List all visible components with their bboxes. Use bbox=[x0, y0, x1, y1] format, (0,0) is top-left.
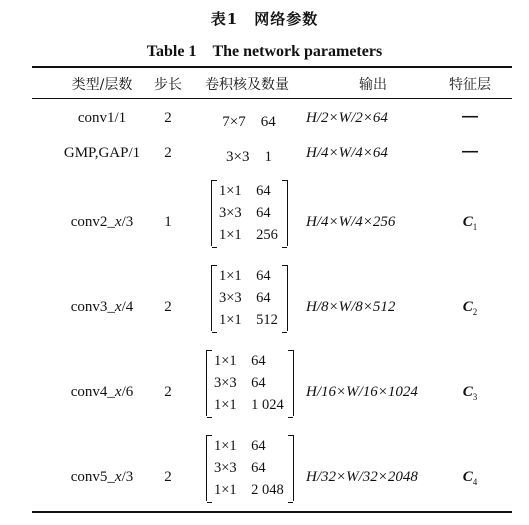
row4-kernel-line3: 1×1 512 bbox=[219, 312, 278, 328]
row5-kernel-line3: 1×1 1 024 bbox=[214, 397, 284, 413]
row3-step: 1 bbox=[164, 214, 172, 230]
row4-kernel-matrix bbox=[211, 265, 288, 331]
row5-kernel-matrix bbox=[206, 350, 294, 416]
row3-type-suffix: /3 bbox=[121, 214, 134, 230]
row5-feature-sub: 3 bbox=[472, 392, 478, 402]
row6-kernel-matrix bbox=[206, 435, 294, 501]
row4-type-suffix: /4 bbox=[121, 299, 134, 315]
row3-kernel-line2: 3×3 64 bbox=[219, 205, 271, 221]
row6-output: H/32×W/32×2048 bbox=[306, 469, 418, 485]
row2-type: GMP,GAP/1 bbox=[63, 145, 141, 161]
row4-feature-letter: C bbox=[462, 299, 473, 315]
row3-feature-letter: C bbox=[462, 214, 473, 230]
header-kernel: 卷积核及数量 bbox=[205, 77, 289, 93]
row6-type-italic: x bbox=[114, 469, 122, 485]
header-type: 类型/层数 bbox=[71, 77, 133, 93]
row5-type-suffix: /6 bbox=[121, 384, 134, 400]
row6-type-prefix: conv5_ bbox=[70, 469, 115, 485]
row6-feature bbox=[440, 469, 500, 487]
row1-kernel: 7×7 64 bbox=[222, 114, 276, 130]
row5-type-italic: x bbox=[114, 384, 122, 400]
table-title-english: Table 1 The network parameters bbox=[146, 43, 383, 60]
row3-kernel-matrix bbox=[211, 180, 288, 246]
row1-output: H/2×W/2×64 bbox=[306, 110, 388, 126]
row3-type-italic: x bbox=[114, 214, 122, 230]
row5-feature-letter: C bbox=[462, 384, 473, 400]
row2-feature: — bbox=[462, 143, 478, 160]
row4-feature-sub: 2 bbox=[472, 307, 478, 317]
table-top-rule bbox=[32, 66, 512, 68]
row4-output: H/8×W/8×512 bbox=[306, 299, 396, 315]
table-bottom-rule bbox=[32, 511, 512, 513]
row3-kernel-line3: 1×1 256 bbox=[219, 227, 278, 243]
row2-step: 2 bbox=[164, 145, 172, 161]
row5-step: 2 bbox=[164, 384, 172, 400]
row5-feature bbox=[440, 384, 500, 402]
row5-type-prefix: conv4_ bbox=[70, 384, 115, 400]
row5-kernel-line1: 1×1 64 bbox=[214, 353, 266, 369]
row6-feature-sub: 4 bbox=[472, 477, 478, 487]
header-output: 输出 bbox=[359, 77, 387, 93]
row4-type-italic: x bbox=[114, 299, 122, 315]
row1-type: conv1/1 bbox=[77, 110, 127, 126]
table-header-rule bbox=[32, 98, 512, 99]
row3-type-prefix: conv2_ bbox=[70, 214, 115, 230]
row6-kernel-line2: 3×3 64 bbox=[214, 460, 266, 476]
row6-kernel-line1: 1×1 64 bbox=[214, 438, 266, 454]
row4-step: 2 bbox=[164, 299, 172, 315]
row4-kernel-line2: 3×3 64 bbox=[219, 290, 271, 306]
row1-step: 2 bbox=[164, 110, 172, 126]
row4-feature bbox=[440, 299, 500, 317]
row6-feature-letter: C bbox=[462, 469, 473, 485]
row1-feature: — bbox=[462, 108, 478, 125]
header-feature: 特征层 bbox=[449, 77, 491, 93]
row4-type-prefix: conv3_ bbox=[70, 299, 115, 315]
row2-output: H/4×W/4×64 bbox=[306, 145, 388, 161]
row3-feature bbox=[440, 214, 500, 232]
header-step: 步长 bbox=[154, 77, 182, 93]
row5-output: H/16×W/16×1024 bbox=[306, 384, 418, 400]
row3-kernel-line1: 1×1 64 bbox=[219, 183, 271, 199]
row3-feature-sub: 1 bbox=[472, 222, 478, 232]
row2-kernel: 3×3 1 bbox=[226, 149, 272, 165]
row6-kernel-line3: 1×1 2 048 bbox=[214, 482, 284, 498]
row4-kernel-line1: 1×1 64 bbox=[219, 268, 271, 284]
row3-output: H/4×W/4×256 bbox=[306, 214, 396, 230]
row6-step: 2 bbox=[164, 469, 172, 485]
row5-kernel-line2: 3×3 64 bbox=[214, 375, 266, 391]
row6-type-suffix: /3 bbox=[121, 469, 134, 485]
table-title-chinese: 表1 网络参数 bbox=[210, 10, 319, 28]
